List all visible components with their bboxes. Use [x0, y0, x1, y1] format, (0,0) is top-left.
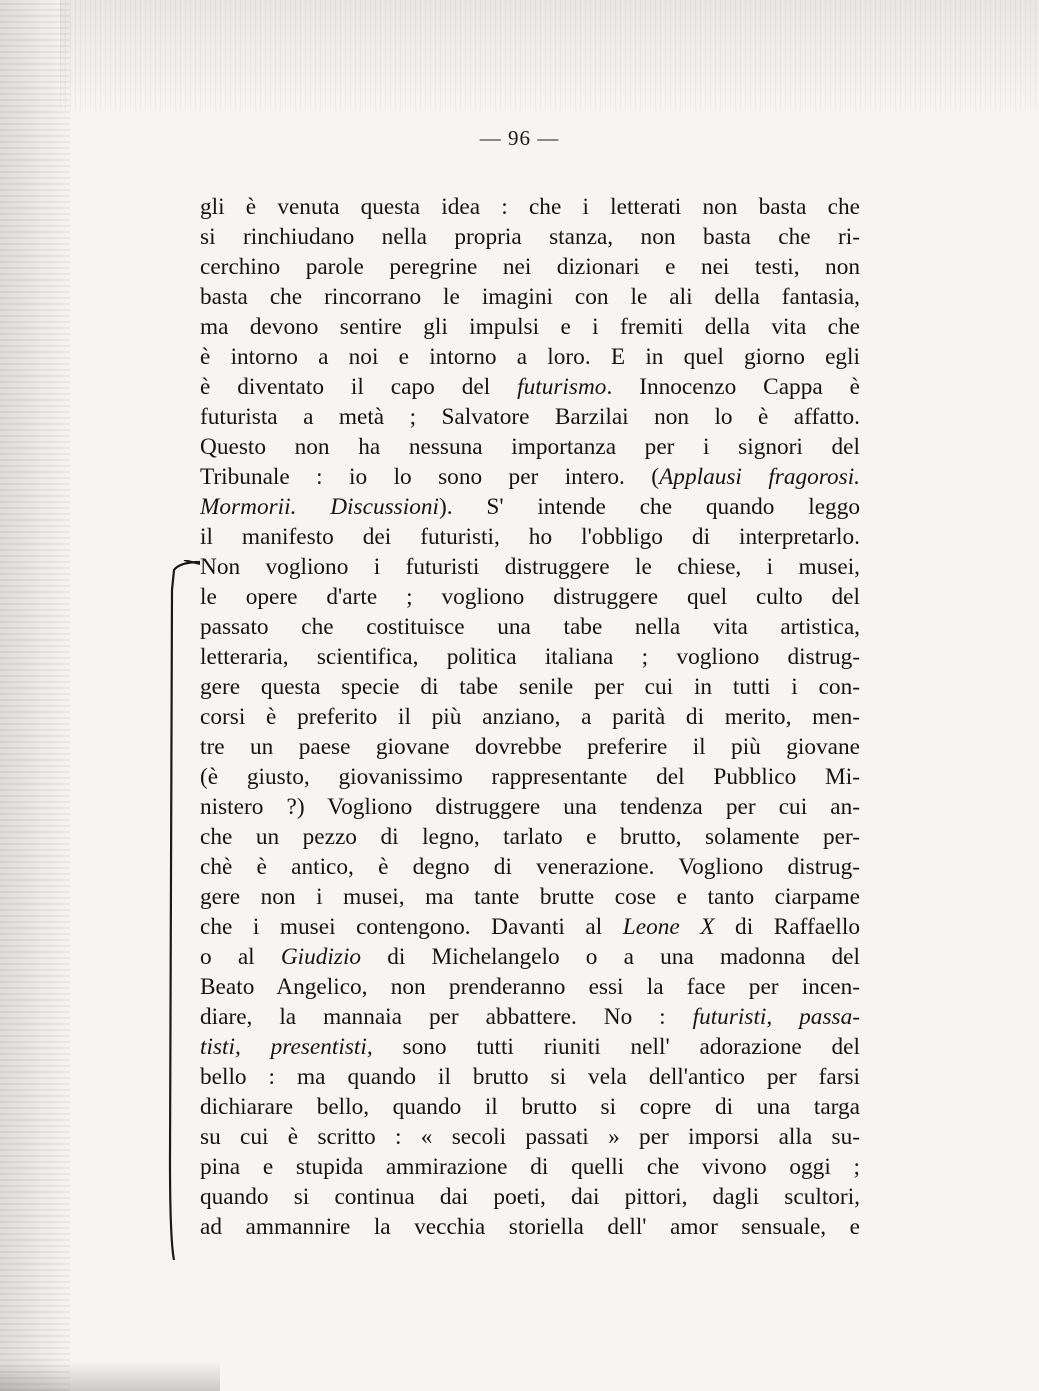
- text-line: è diventato il capo del futurismo. Innocenzo Cappa è: [200, 374, 860, 400]
- text-line: è intorno a noi e intorno a loro. E in quel giorno egli: [200, 344, 860, 370]
- text-line: basta che rincorrano le imagini con le ali della fantasia,: [200, 284, 860, 310]
- text-line: il manifesto dei futuristi, ho l'obbligo di interpretarlo.: [200, 524, 860, 550]
- text-line: si rinchiudano nella propria stanza, non basta che ri-: [200, 224, 860, 250]
- text-line: su cui è scritto : « secoli passati » per imporsi alla su-: [200, 1124, 860, 1150]
- text-line: che un pezzo di legno, tarlato e brutto, solamente per-: [200, 824, 860, 850]
- text-line: diare, la mannaia per abbattere. No : futuristi, passa-: [200, 1004, 860, 1030]
- text-line: gere non i musei, ma tante brutte cose e tanto ciarpame: [200, 884, 860, 910]
- scan-noise-left: [0, 0, 70, 1391]
- text-line: ma devono sentire gli impulsi e i fremiti della vita che: [200, 314, 860, 340]
- text-line: bello : ma quando il brutto si vela dell'antico per farsi: [200, 1064, 860, 1090]
- scan-noise-top: [60, 0, 1039, 110]
- text-line: o al Giudizio di Michelangelo o a una madonna del: [200, 944, 860, 970]
- text-line: letteraria, scientifica, politica italiana ; vogliono distrug-: [200, 644, 860, 670]
- text-line: passato che costituisce una tabe nella vita artistica,: [200, 614, 860, 640]
- text-line: gli è venuta questa idea : che i letterati non basta che: [200, 194, 860, 220]
- text-line: tre un paese giovane dovrebbe preferire il più giovane: [200, 734, 860, 760]
- text-line: gere questa specie di tabe senile per cui in tutti i con-: [200, 674, 860, 700]
- text-line: ad ammannire la vecchia storiella dell' amor sensuale, e: [200, 1214, 860, 1240]
- page-number: — 96 —: [479, 126, 560, 150]
- text-line: che i musei contengono. Davanti al Leone X di Raffaello: [200, 914, 860, 940]
- text-line: Tribunale : io lo sono per intero. (Applausi fragorosi.: [200, 464, 860, 490]
- text-line: futurista a metà ; Salvatore Barzilai non lo è affatto.: [200, 404, 860, 430]
- text-line: Non vogliono i futuristi distruggere le chiese, i musei,: [200, 554, 860, 580]
- text-line: nistero ?) Vogliono distruggere una tendenza per cui an-: [200, 794, 860, 820]
- text-line: Mormorii. Discussioni). S' intende che quando leggo: [200, 494, 860, 520]
- text-line: chè è antico, è degno di venerazione. Vogliono distrug-: [200, 854, 860, 880]
- text-line: dichiarare bello, quando il brutto si copre di una targa: [200, 1094, 860, 1120]
- body-text: [200, 192, 860, 1242]
- text-line: Questo non ha nessuna importanza per i signori del: [200, 434, 860, 460]
- text-line: corsi è preferito il più anziano, a parità di merito, men-: [200, 704, 860, 730]
- text-line: tisti, presentisti, sono tutti riuniti nell' adorazione del: [200, 1034, 860, 1060]
- text-line: (è giusto, giovanissimo rappresentante del Pubblico Mi-: [200, 764, 860, 790]
- text-line: le opere d'arte ; vogliono distruggere quel culto del: [200, 584, 860, 610]
- margin-bracket-mark: [160, 560, 200, 1260]
- text-line: Beato Angelico, non prenderanno essi la face per incen-: [200, 974, 860, 1000]
- scan-noise-bottom: [0, 1361, 220, 1391]
- text-line: quando si continua dai poeti, dai pittori, dagli scultori,: [200, 1184, 860, 1210]
- text-line: pina e stupida ammirazione di quelli che vivono oggi ;: [200, 1154, 860, 1180]
- text-line: cerchino parole peregrine nei dizionari e nei testi, non: [200, 254, 860, 280]
